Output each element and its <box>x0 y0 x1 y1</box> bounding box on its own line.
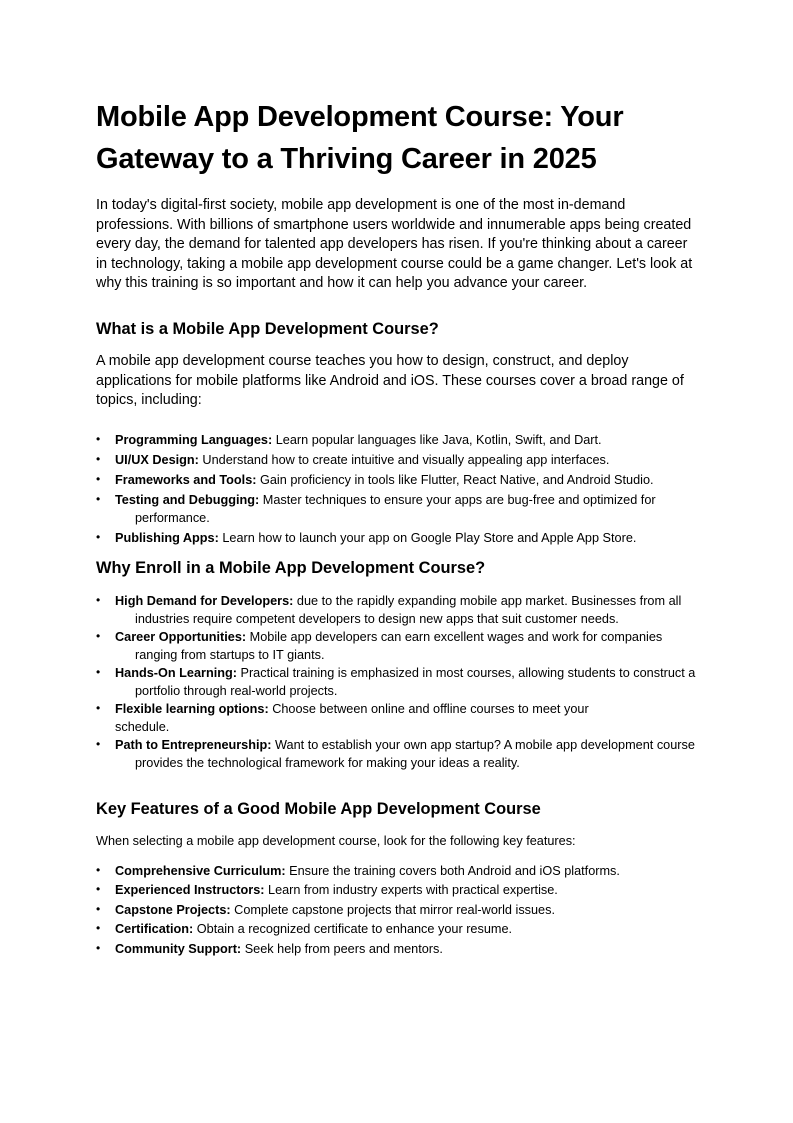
bullet-icon: • <box>96 736 101 751</box>
list-item-text: Understand how to create intuitive and visually appealing app interfaces. <box>198 452 610 467</box>
bullet-icon: • <box>96 664 101 679</box>
list-item-text: Learn how to launch your app on Google Play Store and Apple App Store. <box>218 530 637 545</box>
list-item-term: Testing and Debugging: <box>115 492 260 507</box>
list-item <box>96 940 697 960</box>
section-heading-what-is: What is a Mobile App Development Course? <box>96 319 439 338</box>
list-item-text: Gain proficiency in tools like Flutter, React Native, and Android Studio. <box>256 472 654 487</box>
bullet-icon: • <box>96 940 101 955</box>
bullet-icon: • <box>96 862 101 877</box>
list-item-text: Seek help from peers and mentors. <box>241 941 443 956</box>
list-item-text: Master techniques to ensure your apps are bug-free and optimized for performance. <box>135 492 656 525</box>
bullet-icon: • <box>96 592 101 607</box>
list-item <box>96 700 697 736</box>
list-item <box>96 471 697 489</box>
list-item-text: Learn popular languages like Java, Kotlin, Swift, and Dart. <box>272 432 602 447</box>
list-item <box>96 901 697 921</box>
section-paragraph-what-is: A mobile app development course teaches you how to design, construct, and deploy applications for mobile platforms like Android and iOS. These courses cover a broad range of topics, including: <box>96 352 684 409</box>
list-item <box>96 628 697 664</box>
list-item <box>96 862 697 882</box>
section-heading-why-enroll: Why Enroll in a Mobile App Development Course? <box>96 558 486 577</box>
bullet-icon: • <box>96 901 101 916</box>
list-item-text: due to the rapidly expanding mobile app market. Businesses from all industries require competent developers to design new apps that suit customer needs. <box>135 593 682 626</box>
list-item-term: Comprehensive Curriculum: <box>115 863 286 878</box>
list-item <box>96 431 697 449</box>
bullet-icon: • <box>96 529 101 544</box>
list-item-text: Learn from industry experts with practical expertise. <box>264 883 558 898</box>
list-item-term: Publishing Apps: <box>115 530 219 545</box>
list-item-term: Flexible learning options: <box>115 701 269 716</box>
section-heading-key-features: Key Features of a Good Mobile App Development Course <box>96 799 541 818</box>
list-item-term: High Demand for Developers: <box>115 593 294 608</box>
bullet-icon: • <box>96 700 101 715</box>
list-item <box>96 491 697 527</box>
page-title: Mobile App Development Course: Your Gateway to a Thriving Career in 2025 <box>96 101 624 175</box>
list-item-term: Experienced Instructors: <box>115 883 265 898</box>
list-item-term: Hands-On Learning: <box>115 665 237 680</box>
list-item <box>96 592 697 628</box>
bullet-icon: • <box>96 882 101 897</box>
list-item-text: Choose between online and offline courses to meet your schedule. <box>115 701 589 734</box>
bullet-icon: • <box>96 921 101 936</box>
list-item-text: Mobile app developers can earn excellent wages and work for companies ranging from startups to IT giants. <box>135 629 663 662</box>
list-item-term: Programming Languages: <box>115 432 273 447</box>
list-item <box>96 451 697 469</box>
list-item-term: Certification: <box>115 922 194 937</box>
bullet-icon: • <box>96 431 101 446</box>
list-item-term: Capstone Projects: <box>115 902 231 917</box>
list-item-text: Want to establish your own app startup? A mobile app development course provides the technological framework for making your ideas a reality. <box>135 737 695 770</box>
bullet-icon: • <box>96 628 101 643</box>
list-item-text: Obtain a recognized certificate to enhance your resume. <box>193 922 513 937</box>
bullet-icon: • <box>96 451 101 466</box>
list-item-term: UI/UX Design: <box>115 452 199 467</box>
list-item-term: Frameworks and Tools: <box>115 472 257 487</box>
list-item-text: Ensure the training covers both Android and iOS platforms. <box>285 863 620 878</box>
bullet-icon: • <box>96 491 101 506</box>
features-list <box>96 862 697 960</box>
reasons-list <box>96 592 697 772</box>
section-paragraph-key-features: When selecting a mobile app development course, look for the following key features: <box>96 833 576 848</box>
list-item-term: Career Opportunities: <box>115 629 247 644</box>
list-item-term: Path to Entrepreneurship: <box>115 737 272 752</box>
intro-paragraph: In today's digital-first society, mobile app development is one of the most in-demand professions. With billions of smartphone users worldwide and innumerable apps being created every day, the demand for talented app developers has risen. If you're thinking about a career in technology, taking a mobile app development course could be a game changer. Let's look at why this training is so important and how it can help you advance your career. <box>96 197 693 292</box>
list-item <box>96 736 697 772</box>
list-item-text: Practical training is emphasized in most courses, allowing students to construct a portfolio through real-world projects. <box>135 665 696 698</box>
list-item <box>96 529 697 547</box>
topics-list <box>96 431 697 547</box>
list-item-text: Complete capstone projects that mirror real-world issues. <box>230 902 555 917</box>
list-item <box>96 920 697 940</box>
list-item <box>96 664 697 700</box>
list-item <box>96 881 697 901</box>
bullet-icon: • <box>96 471 101 486</box>
list-item-term: Community Support: <box>115 941 242 956</box>
